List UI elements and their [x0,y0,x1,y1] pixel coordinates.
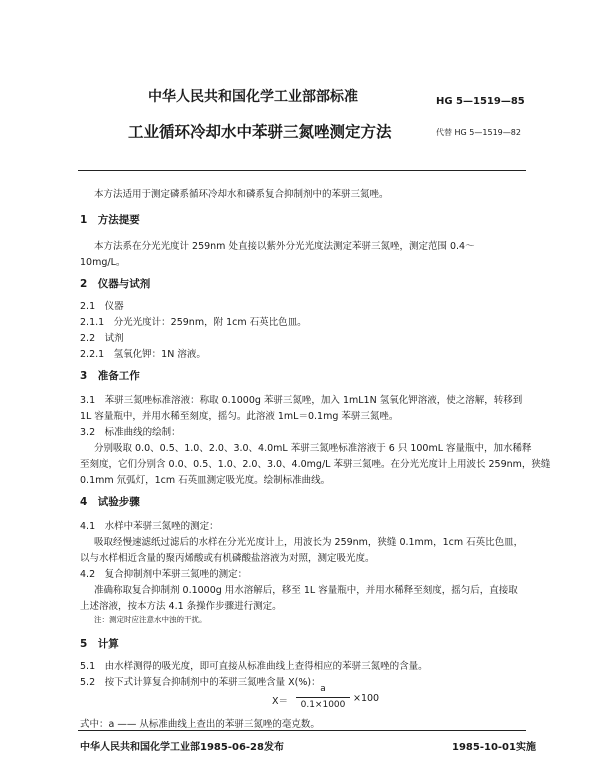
section-2-line-1: 2.1 仪器 [80,301,124,312]
section-3-line-1: 3.1 苯骈三氮唑标准溶液：称取 0.1000g 苯骈三氮唑，加入 1mL1N 氢氧化钾溶液，使之溶解，转移到 [80,395,523,406]
section-3-line-6: 0.1mm 氘弧灯，1cm 石英皿测定吸光度。绘制标准曲线。 [80,475,331,486]
section-3-line-2: 1L 容量瓶中，并用水稀至刻度，摇匀。此溶液 1mL＝0.1mg 苯骈三氮唑。 [80,411,399,422]
section-4-line-3: 以与水样相近含量的聚丙烯酸或有机磷酸盐溶液为对照，测定吸光度。 [80,553,375,564]
formula-lhs: X＝ [272,696,289,707]
header-rule [78,170,526,171]
effective-date: 1985-10-01实施 [452,742,536,753]
section-2-line-4: 2.2.1 氢氧化钾：1N 溶液。 [80,349,206,360]
footer-rule [78,730,526,731]
section-1-heading: 1 方法提要 [80,214,140,226]
section-4-line-4: 4.2 复合抑制剂中苯骈三氮唑的测定： [80,569,248,580]
formula-where-clause: 式中：a —— 从标准曲线上查出的苯骈三氮唑的毫克数。 [80,719,320,730]
section-4-heading: 4 试验步骤 [80,496,140,508]
standard-code: HG 5—1519—85 [436,96,525,107]
section-2-line-3: 2.2 试剂 [80,333,124,344]
issue-date: 中华人民共和国化学工业部1985-06-28发布 [80,742,284,753]
replaces-note: 代替 HG 5—1519—82 [436,128,521,137]
intro-paragraph: 本方法适用于测定磷系循环冷却水和磷系复合抑制剂中的苯骈三氮唑。 [94,189,389,200]
section-5-line-1: 5.1 由水样测得的吸光度，即可直接从标准曲线上查得相应的苯骈三氮唑的含量。 [80,661,428,672]
section-1-line-1: 本方法系在分光光度计 259nm 处直接以紫外分光光度法测定苯骈三氮唑，测定范围 0.4～ [94,241,475,252]
section-3-heading: 3 准备工作 [80,370,140,382]
section-5-heading: 5 计算 [80,638,119,650]
formula-numerator: a [320,684,326,694]
section-1-line-2: 10mg/L。 [80,257,126,268]
section-4-note: 注：测定时应注意水中浊的干扰。 [94,615,207,624]
section-3-line-5: 至刻度，它们分别含 0.0、0.5、1.0、2.0、3.0、4.0mg/L 苯骈三氮唑。在分光光度计上用波长 259nm，狭缝 [80,459,551,470]
section-2-heading: 2 仪器与试剂 [80,278,151,290]
section-3-line-4: 分别吸取 0.0、0.5、1.0、2.0、3.0、4.0mL 苯骈三氮唑标准溶液于 6 只 100mL 容量瓶中，加水稀释 [94,443,532,454]
formula-fraction-bar [296,697,350,698]
section-4-line-5: 准确称取复合抑制剂 0.1000g 用水溶解后，移至 1L 容量瓶中，并用水稀释至刻度，摇匀后，直接取 [94,585,518,596]
formula-rhs: ×100 [353,693,380,704]
section-4-line-6: 上述溶液，按本方法 4.1 条操作步骤进行测定。 [80,601,282,612]
org-title: 中华人民共和国化学工业部部标准 [148,89,358,105]
section-2-line-2: 2.1.1 分光光度计：259nm，附 1cm 石英比色皿。 [80,317,307,328]
section-3-line-3: 3.2 标准曲线的绘制： [80,427,181,438]
document-title: 工业循环冷却水中苯骈三氮唑测定方法 [128,123,392,141]
formula-denominator: 0.1×1000 [300,700,346,710]
section-4-line-1: 4.1 水样中苯骈三氮唑的测定： [80,521,219,532]
section-4-line-2: 吸取经慢速滤纸过滤后的水样在分光光度计上，用波长为 259nm，狭缝 0.1mm，1cm 石英比色皿， [94,537,524,548]
section-5-line-2: 5.2 按下式计算复合抑制剂中的苯骈三氮唑含量 X(%)： [80,677,321,688]
